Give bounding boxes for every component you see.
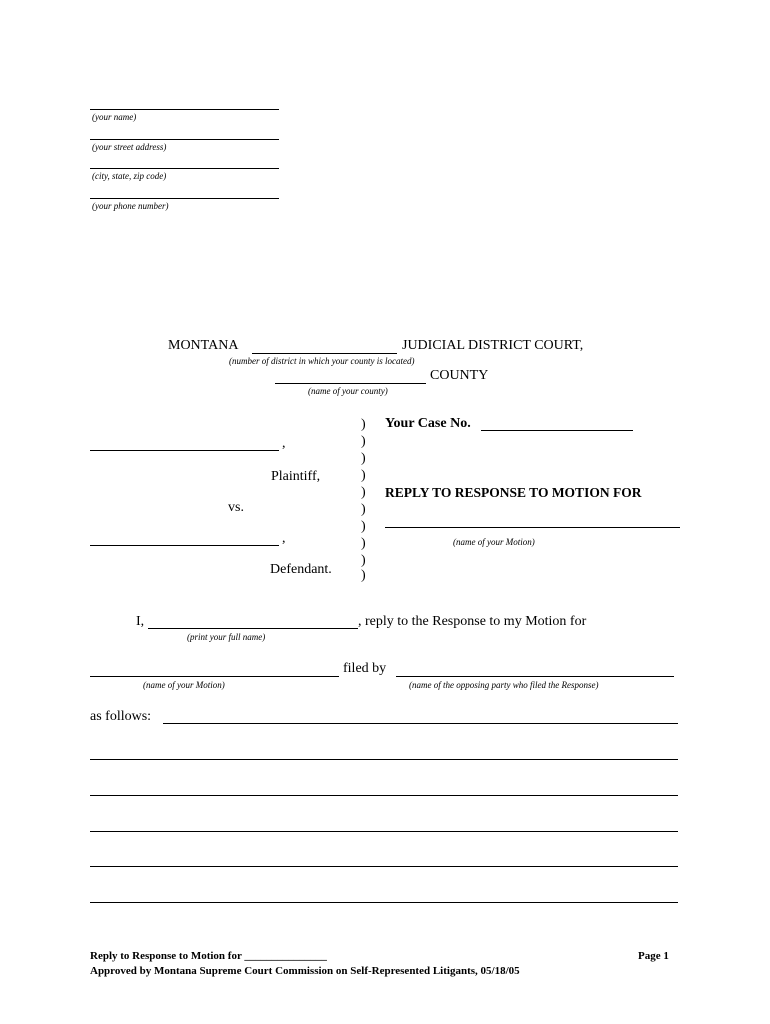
county-word: COUNTY (430, 368, 489, 383)
reply-text-line[interactable] (90, 759, 678, 760)
caption-paren: ) (361, 502, 366, 517)
caption-paren: ) (361, 468, 366, 483)
reply-text-line[interactable] (163, 723, 678, 724)
footer-page-number: Page 1 (638, 950, 669, 962)
caption-paren: ) (361, 485, 366, 500)
caption-paren: ) (361, 553, 366, 568)
document-title: REPLY TO RESPONSE TO MOTION FOR (385, 485, 642, 500)
full-name-line[interactable] (148, 628, 358, 629)
motion-name-caption: (name of your Motion) (453, 537, 535, 547)
caption-paren: ) (361, 568, 366, 583)
defendant-comma: , (282, 531, 286, 546)
motion-name-line[interactable] (385, 527, 680, 528)
plaintiff-comma: , (282, 436, 286, 451)
as-follows-label: as follows: (90, 709, 152, 724)
footer-title: Reply to Response to Motion for _______________ (90, 950, 327, 962)
reply-text-line[interactable] (90, 795, 678, 796)
court-suffix: JUDICIAL DISTRICT COURT, (402, 338, 584, 353)
city-field-line[interactable] (90, 168, 279, 169)
case-no-label: Your Case No. (385, 416, 471, 431)
caption-paren: ) (361, 434, 366, 449)
footer-approval: Approved by Montana Supreme Court Commission on Self-Represented Litigants, 05/18/05 (90, 965, 520, 977)
caption-paren: ) (361, 451, 366, 466)
name-field-line[interactable] (90, 109, 279, 110)
motion-body-line[interactable] (90, 676, 339, 677)
name-field-caption: (your name) (92, 112, 137, 122)
caption-paren: ) (361, 519, 366, 534)
caption-paren: ) (361, 417, 366, 432)
opposing-party-line[interactable] (396, 676, 674, 677)
district-number-line[interactable] (252, 353, 397, 354)
county-caption: (name of your county) (308, 386, 388, 396)
phone-field-caption: (your phone number) (92, 201, 169, 211)
case-no-line[interactable] (481, 430, 633, 431)
street-field-caption: (your street address) (92, 142, 167, 152)
caption-paren: ) (361, 536, 366, 551)
reply-text-line[interactable] (90, 831, 678, 832)
court-prefix: MONTANA (168, 338, 239, 353)
opposing-party-caption: (name of the opposing party who filed the Response) (409, 680, 599, 690)
vs-label: vs. (228, 500, 244, 515)
county-name-line[interactable] (275, 383, 426, 384)
filed-by-label: filed by (343, 661, 387, 676)
reply-text: , reply to the Response to my Motion for (358, 614, 587, 629)
defendant-name-line[interactable] (90, 545, 279, 546)
street-field-line[interactable] (90, 139, 279, 140)
reply-text-line[interactable] (90, 902, 678, 903)
plaintiff-name-line[interactable] (90, 450, 279, 451)
motion-body-caption: (name of your Motion) (143, 680, 225, 690)
phone-field-line[interactable] (90, 198, 279, 199)
full-name-caption: (print your full name) (187, 632, 266, 642)
defendant-label: Defendant. (270, 562, 332, 577)
body-i: I, (136, 614, 145, 629)
district-caption: (number of district in which your county is located) (229, 356, 415, 366)
city-field-caption: (city, state, zip code) (92, 171, 167, 181)
plaintiff-label: Plaintiff, (271, 469, 321, 484)
reply-text-line[interactable] (90, 866, 678, 867)
